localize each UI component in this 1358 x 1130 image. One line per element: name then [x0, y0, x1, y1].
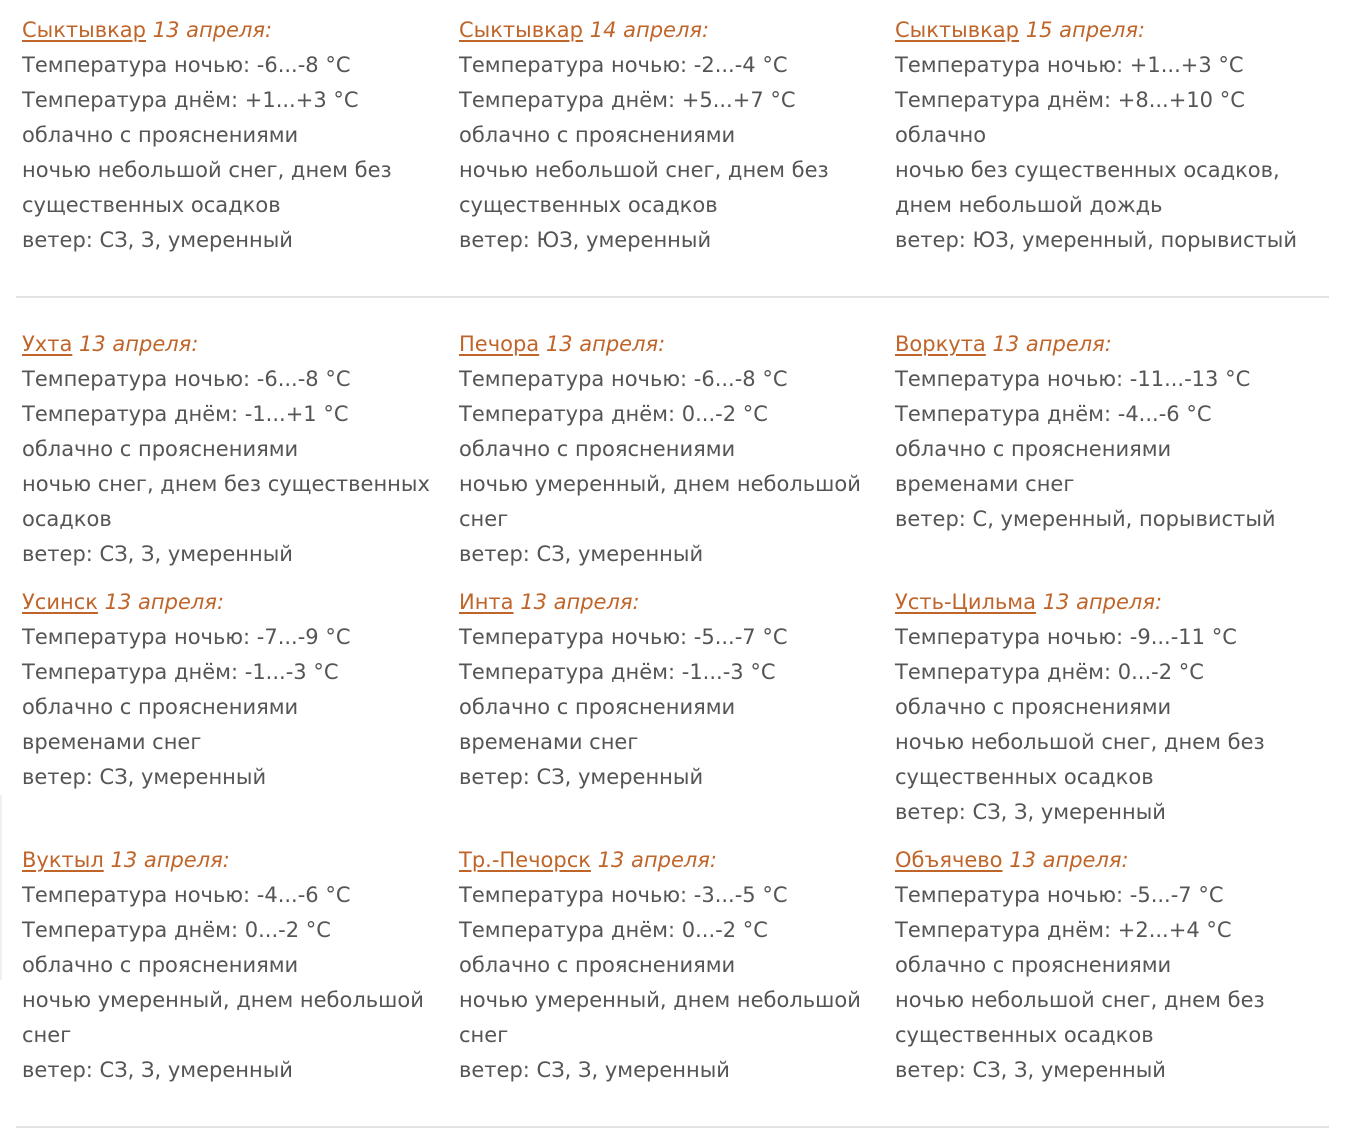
city-link[interactable]: Инта — [459, 590, 514, 614]
forecast-card — [459, 327, 879, 572]
forecast-header — [459, 327, 879, 362]
forecast-card — [459, 13, 879, 258]
city-link[interactable]: Сыктывкар — [459, 18, 584, 42]
day-temperature: Температура днём: -1...-3 °C — [22, 660, 339, 684]
precipitation: ночью умеренный, днем небольшой снег — [459, 988, 861, 1047]
forecast-card — [22, 843, 442, 1088]
wind: ветер: ЮЗ, умеренный, порывистый — [895, 228, 1298, 252]
city-link[interactable]: Объячево — [895, 848, 1003, 872]
forecast-date: 13 апреля: — [1009, 848, 1129, 872]
forecast-card — [895, 327, 1335, 537]
precipitation: ночью небольшой снег, днем без существенных осадков — [459, 158, 829, 217]
forecast-date: 13 апреля: — [104, 590, 225, 614]
city-link[interactable]: Воркута — [895, 332, 986, 356]
sky-condition: облачно с прояснениями — [22, 437, 299, 461]
forecast-card — [459, 585, 879, 795]
wind: ветер: С, умеренный, порывистый — [895, 507, 1276, 531]
night-temperature: Температура ночью: -6...-8 °C — [459, 367, 788, 391]
sky-condition: облачно с прояснениями — [459, 123, 736, 147]
sky-condition: облачно с прояснениями — [22, 695, 299, 719]
forecast-date: 13 апреля: — [110, 848, 230, 872]
forecast-header — [22, 13, 442, 48]
forecast-header — [895, 585, 1335, 620]
wind: ветер: СЗ, умеренный — [459, 542, 704, 566]
forecast-date: 13 апреля: — [597, 848, 718, 872]
forecast-date: 13 апреля: — [1042, 590, 1163, 614]
city-link[interactable]: Сыктывкар — [22, 18, 147, 42]
day-temperature: Температура днём: 0...-2 °C — [459, 918, 768, 942]
night-temperature: Температура ночью: -7...-9 °C — [22, 625, 351, 649]
day-temperature: Температура днём: 0...-2 °C — [895, 660, 1204, 684]
wind: ветер: СЗ, З, умеренный — [22, 228, 293, 252]
city-link[interactable]: Тр.-Печорск — [459, 848, 591, 872]
sky-condition: облачно с прояснениями — [895, 437, 1172, 461]
precipitation: временами снег — [895, 472, 1075, 496]
forecast-card — [22, 13, 442, 258]
city-link[interactable]: Печора — [459, 332, 540, 356]
sky-condition: облачно — [895, 123, 987, 147]
night-temperature: Температура ночью: -5...-7 °C — [459, 625, 788, 649]
section-divider — [16, 296, 1329, 298]
city-link[interactable]: Вуктыл — [22, 848, 104, 872]
day-temperature: Температура днём: +8...+10 °C — [895, 88, 1245, 112]
day-temperature: Температура днём: +5...+7 °C — [459, 88, 796, 112]
forecast-date: 13 апреля: — [992, 332, 1112, 356]
forecast-header — [895, 843, 1335, 878]
forecast-header — [459, 13, 879, 48]
night-temperature: Температура ночью: -5...-7 °C — [895, 883, 1224, 907]
forecast-date: 13 апреля: — [79, 332, 199, 356]
forecast-date: 14 апреля: — [589, 18, 710, 42]
wind: ветер: СЗ, умеренный — [459, 765, 704, 789]
forecast-card — [459, 843, 879, 1088]
wind: ветер: ЮЗ, умеренный — [459, 228, 712, 252]
edge-mark — [0, 795, 2, 980]
sky-condition: облачно с прояснениями — [459, 695, 736, 719]
wind: ветер: СЗ, З, умеренный — [22, 542, 293, 566]
forecast-card — [895, 13, 1335, 258]
forecast-date: 13 апреля: — [520, 590, 640, 614]
precipitation: ночью снег, днем без существенных осадков — [22, 472, 430, 531]
sky-condition: облачно с прояснениями — [22, 953, 299, 977]
sky-condition: облачно с прояснениями — [459, 953, 736, 977]
day-temperature: Температура днём: -4...-6 °C — [895, 402, 1212, 426]
precipitation: временами снег — [22, 730, 202, 754]
forecast-date: 15 апреля: — [1025, 18, 1146, 42]
night-temperature: Температура ночью: -3...-5 °C — [459, 883, 788, 907]
forecast-card — [22, 327, 442, 572]
precipitation: ночью небольшой снег, днем без существенных осадков — [895, 988, 1265, 1047]
forecast-date: 13 апреля: — [545, 332, 666, 356]
city-link[interactable]: Усть-Цильма — [895, 590, 1036, 614]
precipitation: ночью без существенных осадков, днем небольшой дождь — [895, 158, 1280, 217]
forecast-card — [895, 585, 1335, 830]
sky-condition: облачно с прояснениями — [895, 953, 1172, 977]
forecast-card — [22, 585, 442, 795]
wind: ветер: СЗ, З, умеренный — [895, 800, 1166, 824]
sky-condition: облачно с прояснениями — [22, 123, 299, 147]
forecast-header — [895, 327, 1335, 362]
precipitation: временами снег — [459, 730, 639, 754]
night-temperature: Температура ночью: -6...-8 °C — [22, 53, 351, 77]
night-temperature: Температура ночью: +1...+3 °C — [895, 53, 1244, 77]
precipitation: ночью умеренный, днем небольшой снег — [22, 988, 424, 1047]
city-link[interactable]: Усинск — [22, 590, 98, 614]
night-temperature: Температура ночью: -2...-4 °C — [459, 53, 788, 77]
night-temperature: Температура ночью: -9...-11 °C — [895, 625, 1237, 649]
forecast-date: 13 апреля: — [152, 18, 273, 42]
city-link[interactable]: Сыктывкар — [895, 18, 1020, 42]
wind: ветер: СЗ, умеренный — [22, 765, 267, 789]
night-temperature: Температура ночью: -6...-8 °C — [22, 367, 351, 391]
day-temperature: Температура днём: -1...-3 °C — [459, 660, 776, 684]
forecast-header — [895, 13, 1335, 48]
day-temperature: Температура днём: 0...-2 °C — [22, 918, 331, 942]
wind: ветер: СЗ, З, умеренный — [459, 1058, 730, 1082]
forecast-header — [22, 843, 442, 878]
day-temperature: Температура днём: 0...-2 °C — [459, 402, 768, 426]
forecast-header — [459, 843, 879, 878]
forecast-card — [895, 843, 1335, 1088]
day-temperature: Температура днём: -1...+1 °C — [22, 402, 349, 426]
sky-condition: облачно с прояснениями — [459, 437, 736, 461]
forecast-header — [22, 585, 442, 620]
night-temperature: Температура ночью: -4...-6 °C — [22, 883, 351, 907]
night-temperature: Температура ночью: -11...-13 °C — [895, 367, 1251, 391]
sky-condition: облачно с прояснениями — [895, 695, 1172, 719]
wind: ветер: СЗ, З, умеренный — [22, 1058, 293, 1082]
precipitation: ночью небольшой снег, днем без существенных осадков — [895, 730, 1265, 789]
forecast-header — [22, 327, 442, 362]
precipitation: ночью небольшой снег, днем без существенных осадков — [22, 158, 392, 217]
day-temperature: Температура днём: +2...+4 °C — [895, 918, 1232, 942]
forecast-header — [459, 585, 879, 620]
section-divider — [16, 1126, 1329, 1128]
precipitation: ночью умеренный, днем небольшой снег — [459, 472, 861, 531]
wind: ветер: СЗ, З, умеренный — [895, 1058, 1166, 1082]
day-temperature: Температура днём: +1...+3 °C — [22, 88, 359, 112]
city-link[interactable]: Ухта — [22, 332, 73, 356]
